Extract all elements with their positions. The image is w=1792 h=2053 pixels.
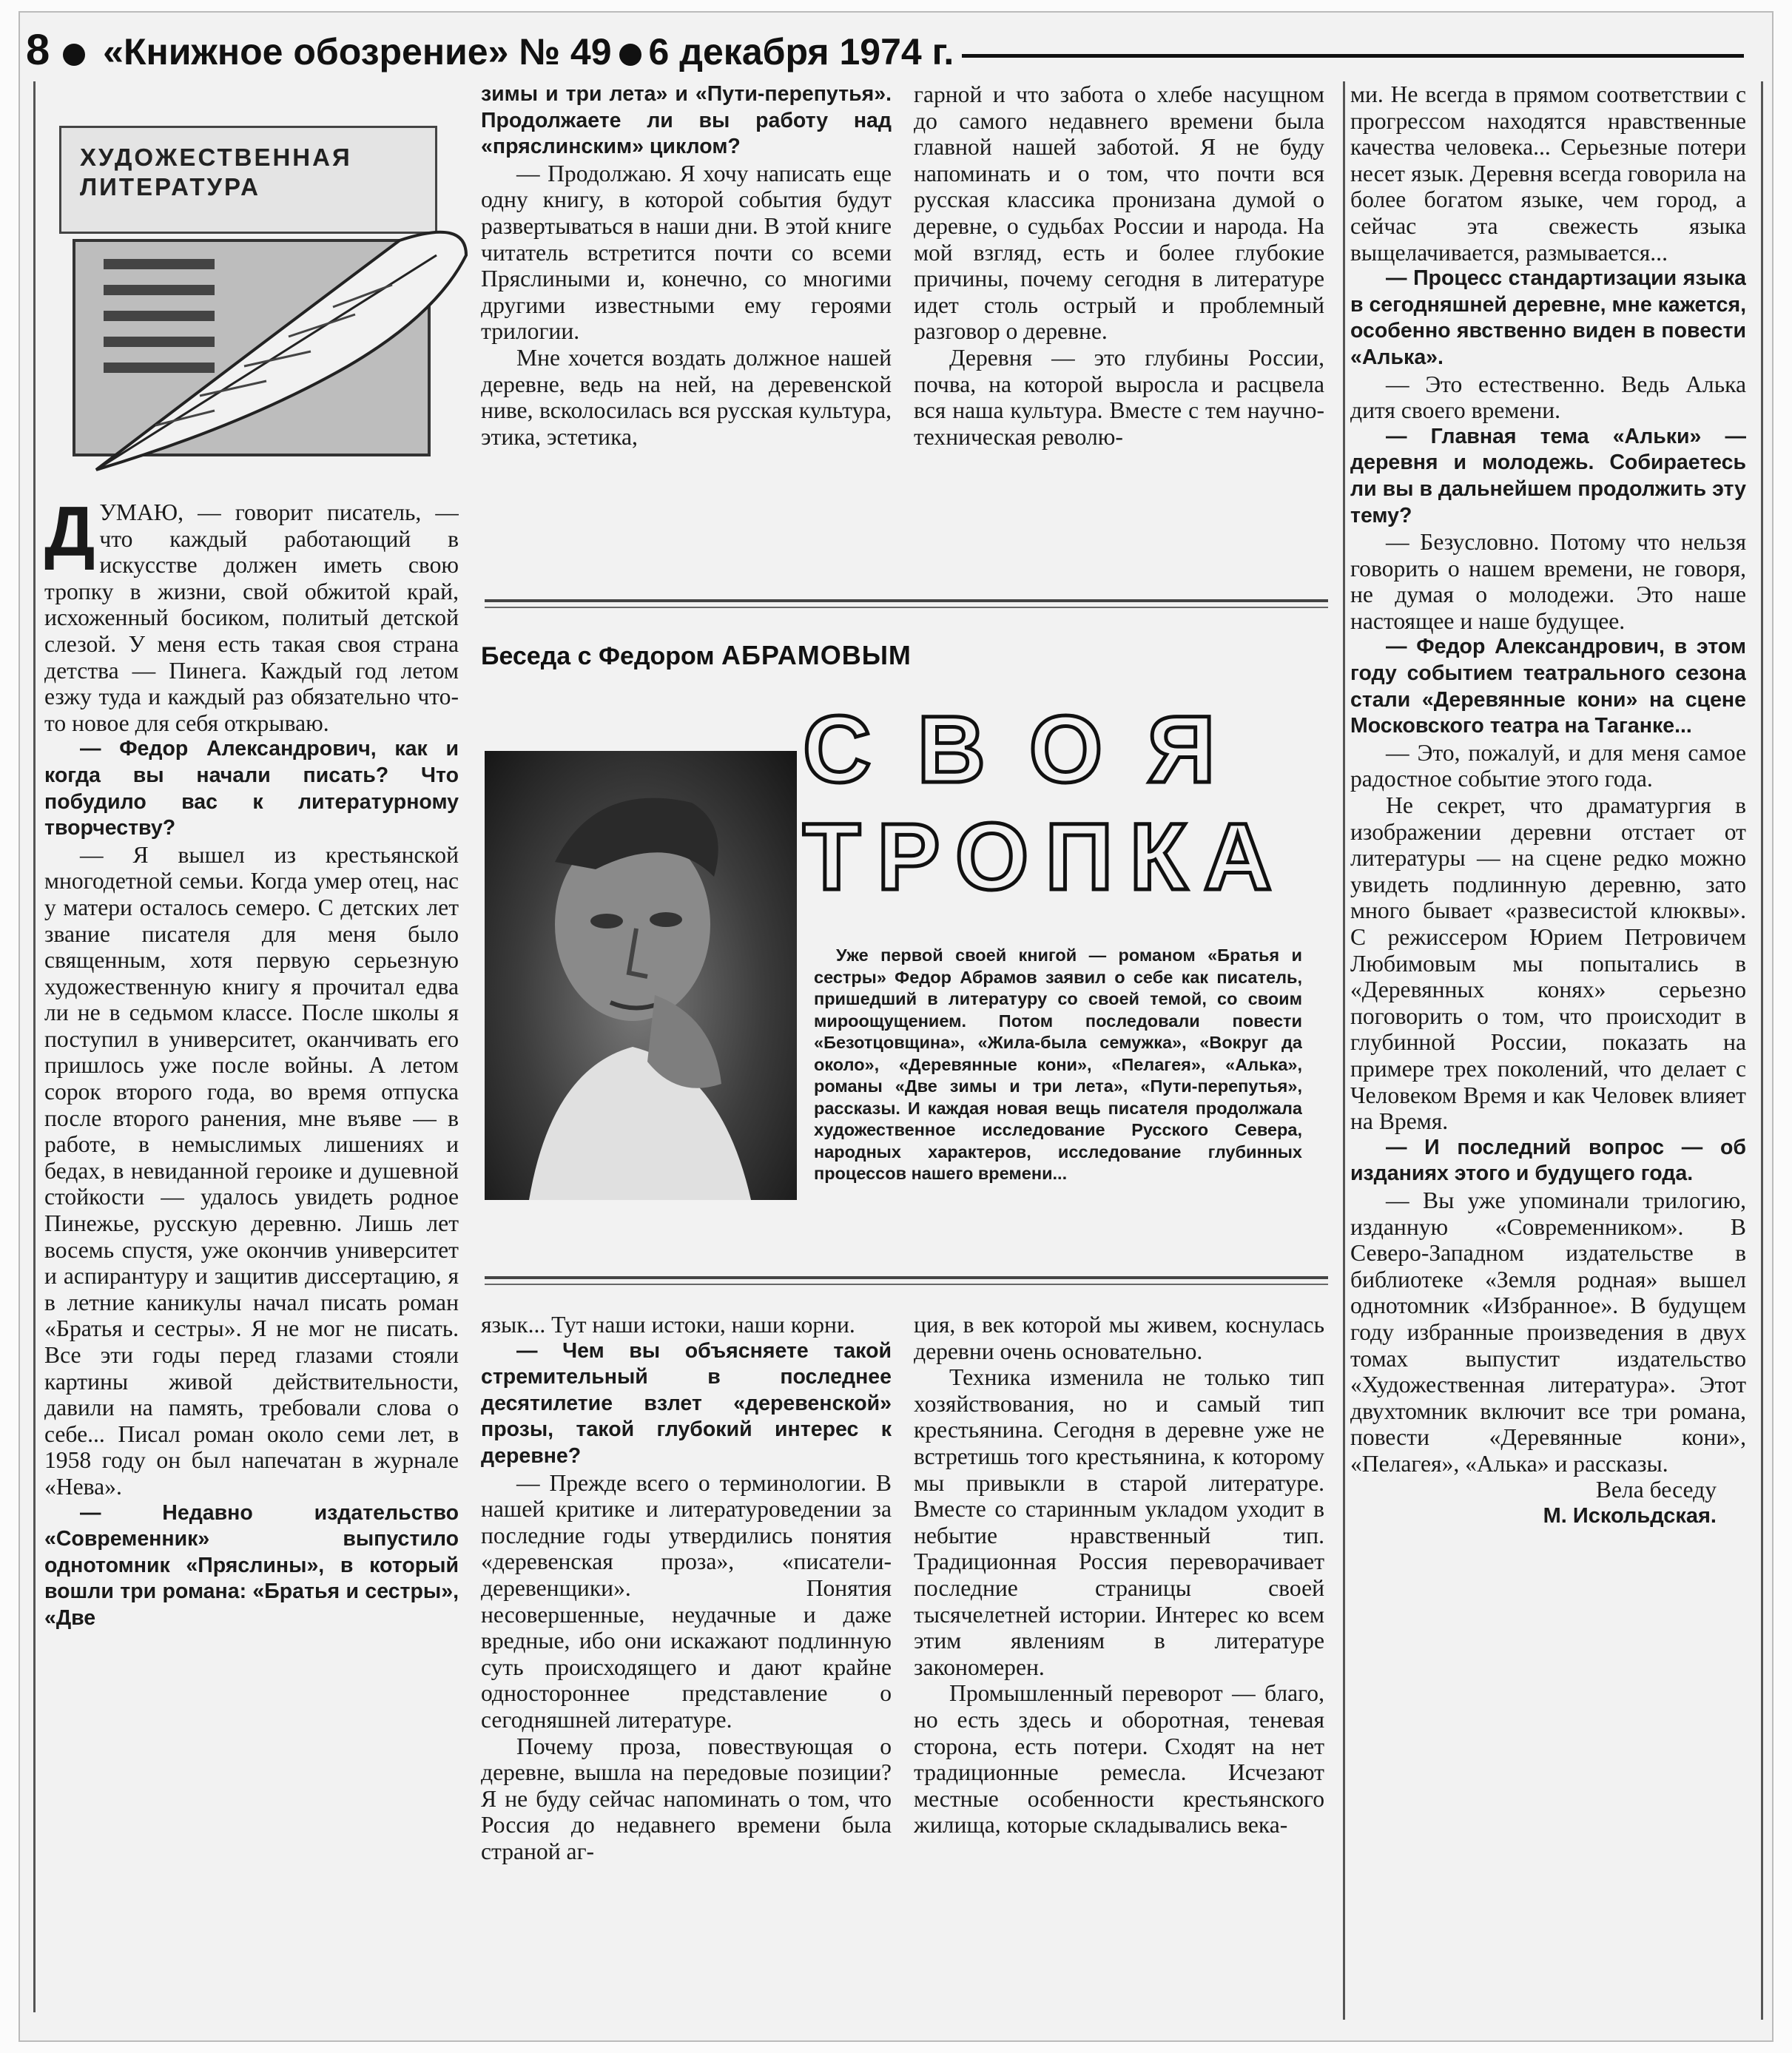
section-rule (485, 1276, 1328, 1279)
paragraph: — Это, пожалуй, и для меня самое радостное событие этого года. (1350, 739, 1746, 792)
newspaper-name: «Книжное обозрение» (103, 31, 509, 73)
article-column-3-top (914, 81, 1324, 573)
paragraph: — Вы уже упоминали трилогию, изданную «Современником». В Северо-Западном издательстве в библиотеке «Земля родная» вышел однотомник «Избранное». В будущем году избранные произведения в двух томах выпустит издательство «Художественная литература». Этот двухтомник включит все три романа, повести «Деревянные кони», «Пелагея», «Алька» и рассказы. (1350, 1187, 1746, 1477)
paragraph: — Продолжаю. Я хочу написать еще одну книгу, в которой события будут развертываться в наши дни. В этой книге читатель встретится почти со всеми Пряслиными и, конечно, со многими другими известными ему героями трилогии. (481, 160, 892, 345)
interview-kicker (481, 640, 912, 671)
lead-text: Уже первой своей книгой — романом «Братья и сестры» Федор Абрамов заявил о себе как писатель, пришедший в литературу со своей темой, со своим мироощущением. Потом последовали повести «Безотцовщина», «Жила-была семужка», «Вокруг да около», «Деревянные кони», «Пелагея», «Алька», романы «Две зимы и три лета», «Пути-перепутья», рассказы. И каждая новая вещь писателя продолжала художественное исследование Русского Севера, народных характеров, исследование глубинных процессов нашего времени... (814, 945, 1302, 1183)
paragraph: — Безусловно. Потому что нельзя говорить о нашем времени, не говоря, не думая о молодежи. Это наше настоящее и наше будущее. (1350, 529, 1746, 634)
interview-question: — Федор Александрович, как и когда вы начали писать? Что побудило вас к литературному творчеству? (44, 737, 459, 840)
paragraph: Почему проза, повествующая о деревне, вышла на передовые позиции? Я не буду сейчас напоминать о том, что Россия до недавнего времени была страной аг- (481, 1733, 892, 1864)
paragraph: — Это естественно. Ведь Алька дитя своего времени. (1350, 371, 1746, 424)
masthead-rule (962, 54, 1744, 58)
bullet-icon (63, 44, 85, 66)
interviewee-name: АБРАМОВЫМ (721, 640, 912, 670)
headline-line-2: ТРОПКА (803, 804, 1288, 910)
article-column-3-bottom (914, 1312, 1324, 2037)
paragraph: ми. Не всегда в прямом соответствии с прогрессом находятся нравственные качества человека... Серьезные потери несет язык. Деревня всегда говорила на более богатом языке, чем город, а сейчас эта свежесть языка выщелачивается, размывается... (1350, 81, 1746, 266)
article-column-2-top (481, 81, 892, 573)
paragraph: Техника изменила не только тип хозяйствования, но и самый тип крестьянина. Сегодня в деревне уже не встретишь того крестьянина, к которому мы привыкли в старой литературе. Вместе со старинным укладом уходит в небытие нравственный тип. Традиционная Россия переворачивает последние страницы своей тысячелетней истории. Интерес ко всем этим явлениям в литературе закономерен. (914, 1364, 1324, 1680)
interview-question: зимы и три лета» и «Пути-перепутья». Продолжаете ли вы работу над «пряслинским» циклом? (481, 82, 892, 159)
paragraph: язык... Тут наши истоки, наши корни. (481, 1312, 855, 1338)
article-column-2-bottom (481, 1312, 892, 2037)
issue-date: 6 декабря 1974 г. (648, 31, 954, 73)
rubric-label: ХУДОЖЕСТВЕННАЯ ЛИТЕРАТУРА (80, 144, 352, 200)
issue-number: № 49 (519, 31, 612, 73)
interview-question: — Процесс стандартизации языка в сегодняшней деревне, мне кажется, особенно явственно виден в повести «Алька». (1350, 266, 1746, 369)
interview-question: — Недавно издательство «Современник» выпустило однотомник «Пряслины», в который вошли три романа: «Братья и сестры», «Две (44, 1500, 459, 1630)
byline-prefix: Вела беседу (1595, 1477, 1717, 1503)
paragraph: Не секрет, что драматургия в изображении деревни отстает от литературы — на сцене редко можно увидеть подлинную деревню, зато много бывает «развесистой клюквы». С режиссером Юрием Петровичем Любимовым мы попытались в «Деревянных конях» серьезно поговорить о том, что происходит в глубинной России, показать на примере трех поколений, что делает с Человеком Время и как Человек влияет на Время. (1350, 792, 1746, 1135)
section-rule (485, 599, 1328, 602)
column-rule (1343, 81, 1345, 2020)
masthead (26, 24, 1744, 76)
section-rule (485, 1284, 1328, 1285)
bullet-icon (619, 44, 641, 66)
author-portrait-photo (485, 751, 797, 1200)
section-rule (485, 607, 1328, 608)
byline-author: М. Искольдская. (1543, 1504, 1717, 1528)
paragraph: ция, в век которой мы живем, коснулась деревни очень основательно. (914, 1312, 1324, 1364)
portrait-shapes (485, 751, 797, 1200)
column-rule (1761, 81, 1763, 2020)
page-number: 8 (26, 26, 50, 74)
column-rule (33, 81, 36, 2012)
paragraph: Мне хочется воздать должное нашей деревне, ведь на ней, на деревенской ниве, всколосилась вся русская культура, этика, эстетика, (481, 344, 892, 450)
quill-and-book-illustration (52, 226, 488, 477)
paragraph: Промышленный переворот — благо, но есть здесь и оборотная, теневая сторона, есть потери. Сходят на нет традиционные ремесла. Исчезают местные особенности крестьянского жилища, которые складывались века- (914, 1680, 1324, 1838)
paragraph: гарной и что забота о хлебе насущном до самого недавнего времени была главной нашей заботой. Я не буду напоминать и о том, что почти вся русская классика пронизана думой о деревне, о судьбах России и народа. На мой взгляд, есть и более глубокие причины, почему сегодня в литературе идет столь острый и проблемный разговор о деревне. (914, 81, 1324, 345)
rubric-box (59, 126, 437, 234)
newspaper-clipping (18, 11, 1774, 2042)
article-column-1 (44, 499, 459, 2038)
paragraph: — Прежде всего о терминологии. В нашей критике и литературоведении за последние годы утвердились понятия «деревенская проза», «писатели-деревенщики». Понятия несовершенные, неудачные и даже вредные, ибо они искажают подлинную суть происходящего и дают крайне одностороннее представление о сегодняшней литературе. (481, 1469, 892, 1733)
interview-question: — Федор Александрович, в этом году событием театрального сезона стали «Деревянные кони» на сцене Московского театра на Таганке... (1350, 635, 1746, 738)
paragraph: УМАЮ, — говорит писатель, — что каждый работающий в искусстве должен иметь свою тропку в жизни, свой обжитой край, исхоженный босиком, политый детской слезой. У меня есть такая своя страна детства — Пинега. Каждый год летом езжу туда и каждый раз обязательно что-то новое для себя открываю. (44, 499, 459, 736)
kicker-text: Беседа с Федором (481, 642, 715, 670)
interview-question: — И последний вопрос — об изданиях этого и будущего года. (1350, 1135, 1746, 1186)
paragraph: Деревня — это глубины России, почва, на которой выросла и расцвела вся наша культура. Вместе с тем научно-техническая револю- (914, 344, 1324, 450)
article-column-4 (1350, 81, 1746, 2035)
byline (1350, 1477, 1746, 1529)
interview-question: — Главная тема «Альки» — деревня и молодежь. Собираетесь ли вы в дальнейшем продолжить эту тему? (1350, 424, 1746, 527)
interview-question: — Чем вы объясняете такой стремительный в последнее десятилетие взлет «деревенской» прозы, такой глубокий интерес к деревне? (481, 1338, 892, 1468)
lead-paragraph (814, 945, 1302, 1222)
drop-cap: Д (44, 499, 95, 571)
headline-line-1: СВОЯ (803, 697, 1262, 803)
paragraph: — Я вышел из крестьянской многодетной семьи. Когда умер отец, нас у матери осталось семеро. С детских лет звание писателя для меня было священным, хотя первую серьезную художественную книгу я прочитал едва ли не в седьмом классе. После школы я поступил в университет, оканчивать его пришлось уже после войны. А летом сорок второго года, во время отпуска после второго ранения, мне въяве — в работе, в немыслимых лишениях и бедах, в невиданной героике и душевной стойкости — удалось увидеть родное Пинежье, русскую деревню. Лишь лет восемь спустя, уже окончив университет и аспирантуру и защитив диссертацию, я в летние каникулы начал писать роман «Братья и сестры». Я не мог не писать. Все эти годы перед глазами стояли картины живой действительности, давили на память, требовали слова о себе... Писал роман около семи лет, в 1958 году он был напечатан в журнале «Нева». (44, 841, 459, 1500)
